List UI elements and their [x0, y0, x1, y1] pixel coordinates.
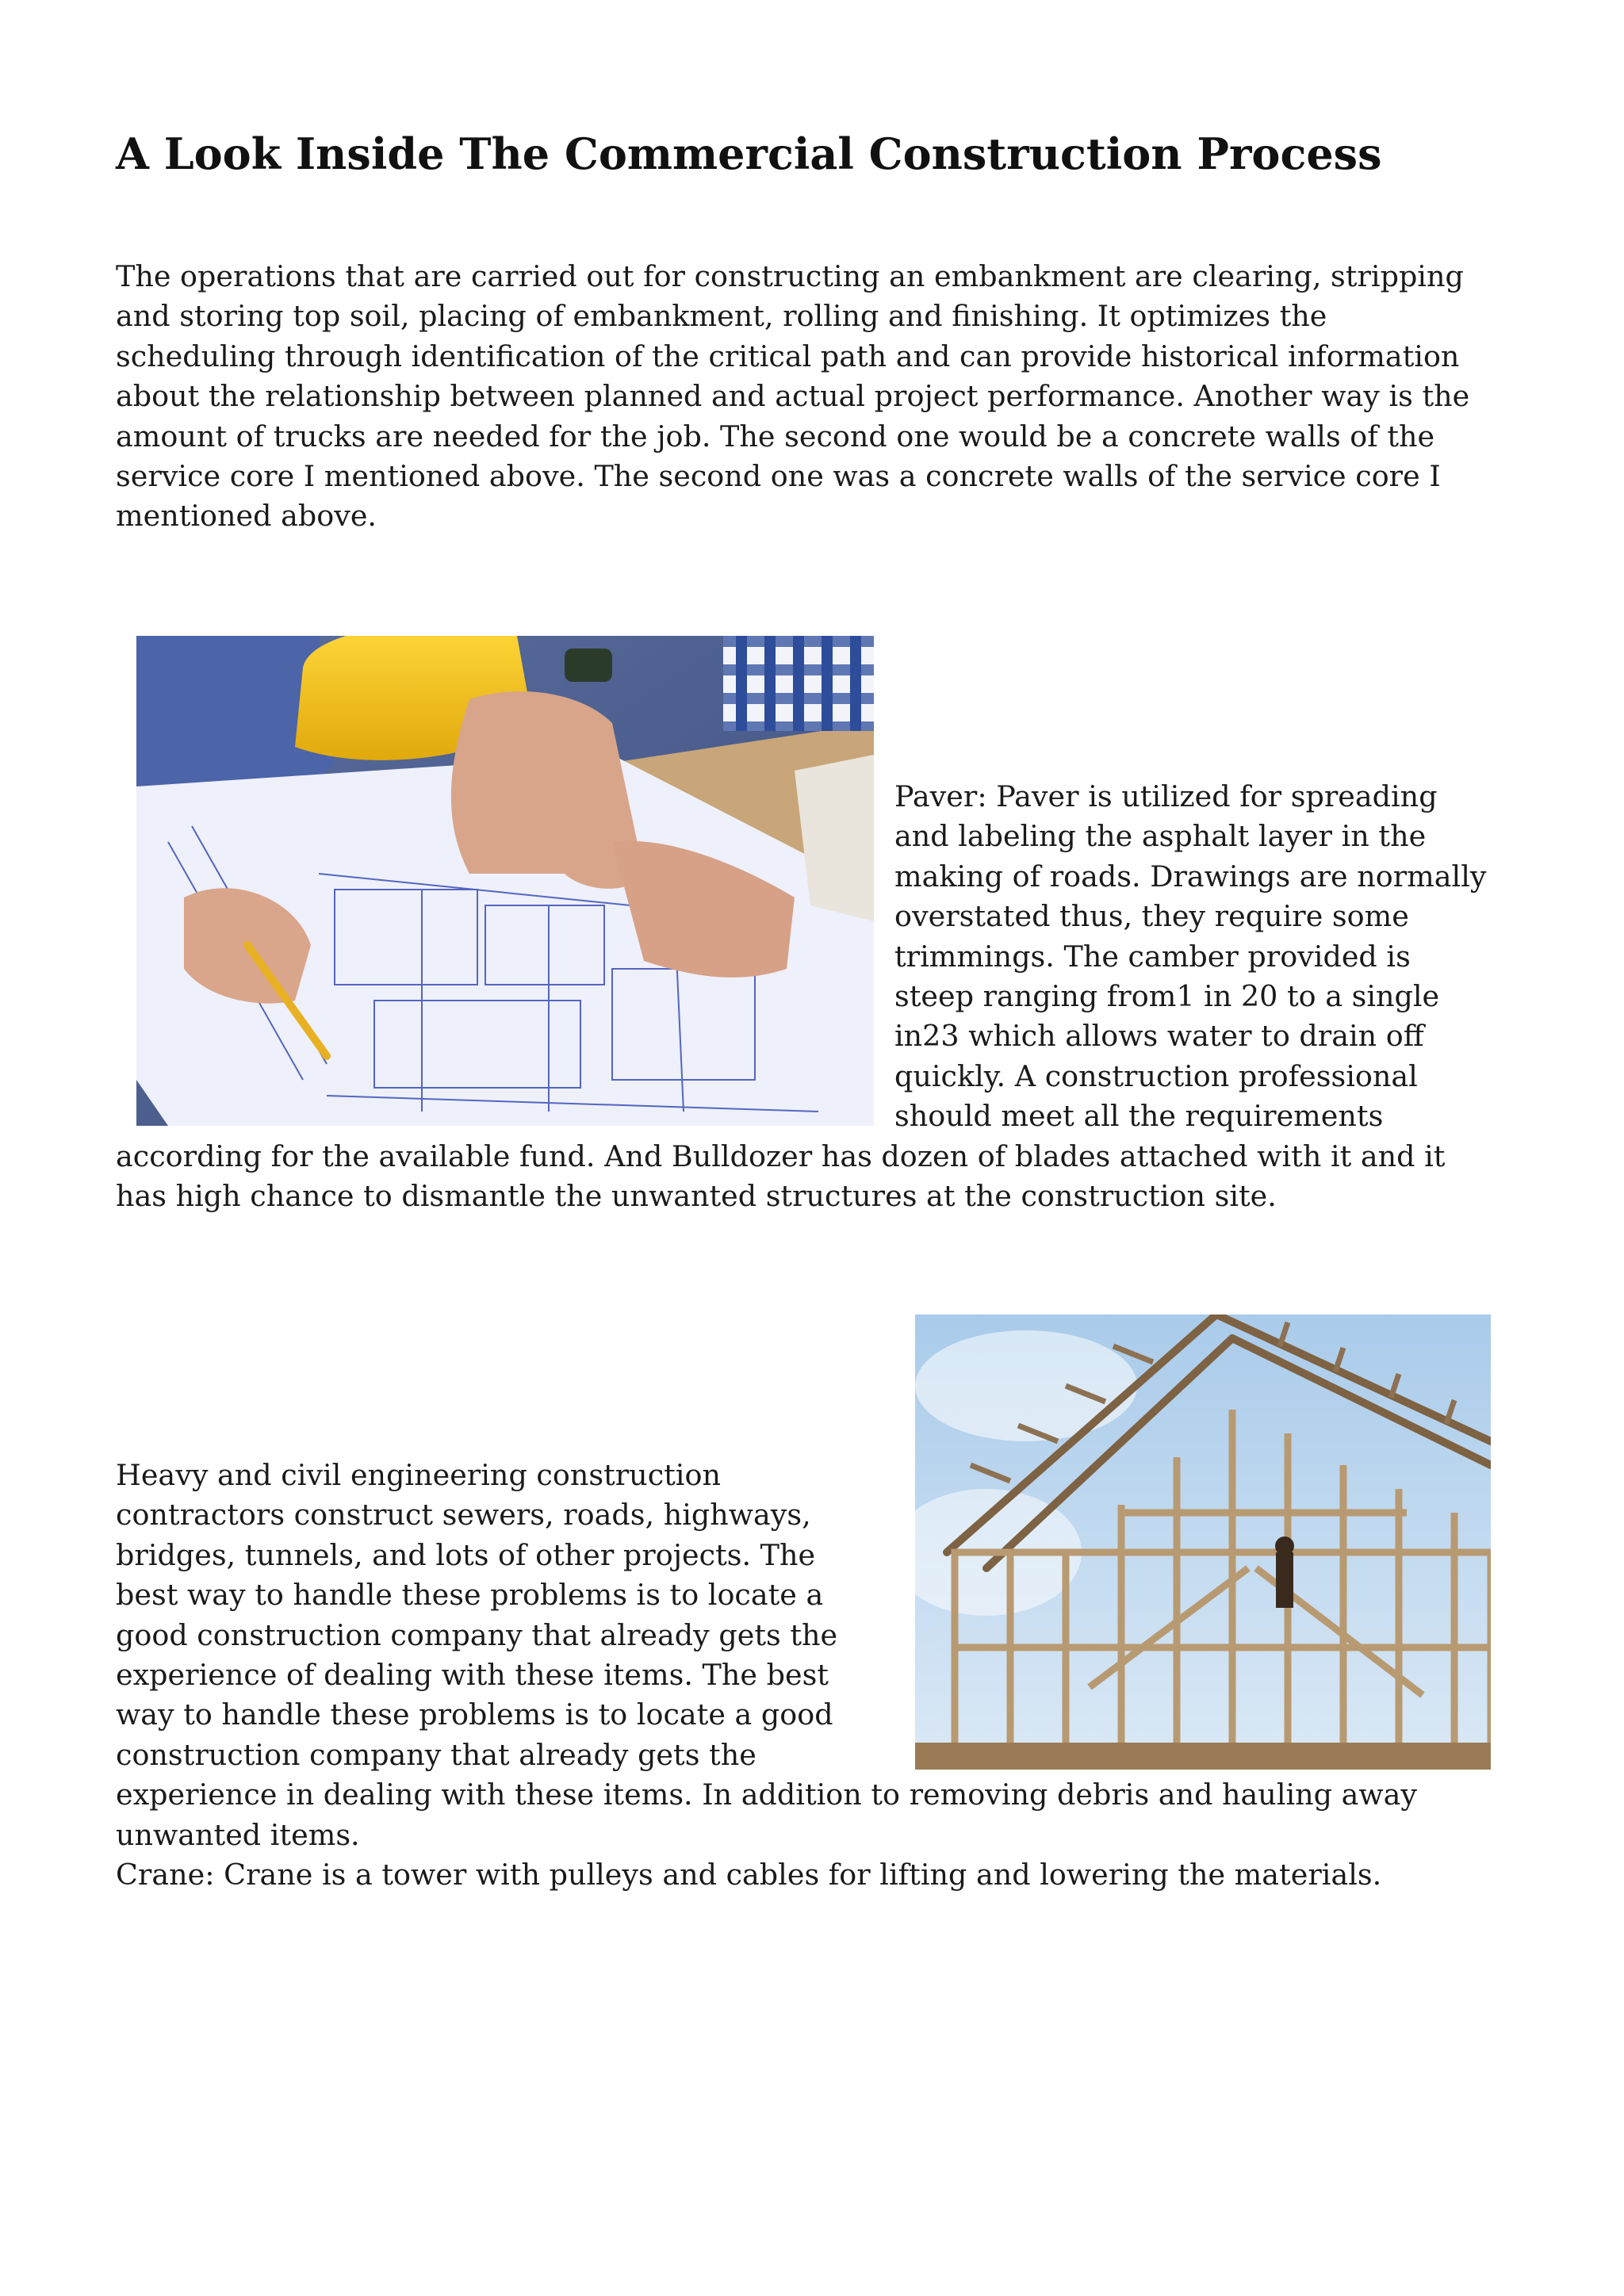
timber-frame-photo: [915, 1314, 1491, 1770]
blueprint-hands-photo: [136, 636, 874, 1126]
paragraph-contractors: Heavy and civil engineering construction contractors construct sewers, roads, highways, bridges, tunnels, and lots of other projects. The best way to handle these problems is to locate a good construction company that already gets the experience of dealing with these items. The best way to handle these problems is to locate a good construction company that already gets the experience in dealing with these items. In addition to removing debris and hauling away unwanted items.: [116, 1458, 1418, 1852]
section-contractors: [116, 1314, 1491, 1895]
section-paver: [116, 634, 1491, 1216]
page-title: A Look Inside The Commercial Construction Process: [116, 128, 1382, 179]
paragraph-embankment: The operations that are carried out for constructing an embankment are clearing, stripping and storing top soil, placing of embankment, rolling and finishing. It optimizes the scheduling through identification of the critical path and can provide historical information about the relationship between planned and actual project performance. Another way is the amount of trucks are needed for the job. The second one would be a concrete walls of the service core I mentioned above. The second one was a concrete walls of the service core I mentioned above.: [116, 259, 1470, 534]
paragraph-crane: Crane: Crane is a tower with pulleys and cables for lifting and lowering the materials.: [116, 1858, 1382, 1892]
paragraph-paver: Paver: Paver is utilized for spreading and labeling the asphalt layer in the making of roads. Drawings are normally overstated thus, they require some trimmings. The camber provided is steep ranging from1 in 20 to a single in23 which allows water to drain off quickly. A construction professional should meet all the requirements according for the available fund. And Bulldozer has dozen of blades attached with it and it has high chance to dismantle the unwanted structures at the construction site.: [116, 779, 1487, 1214]
